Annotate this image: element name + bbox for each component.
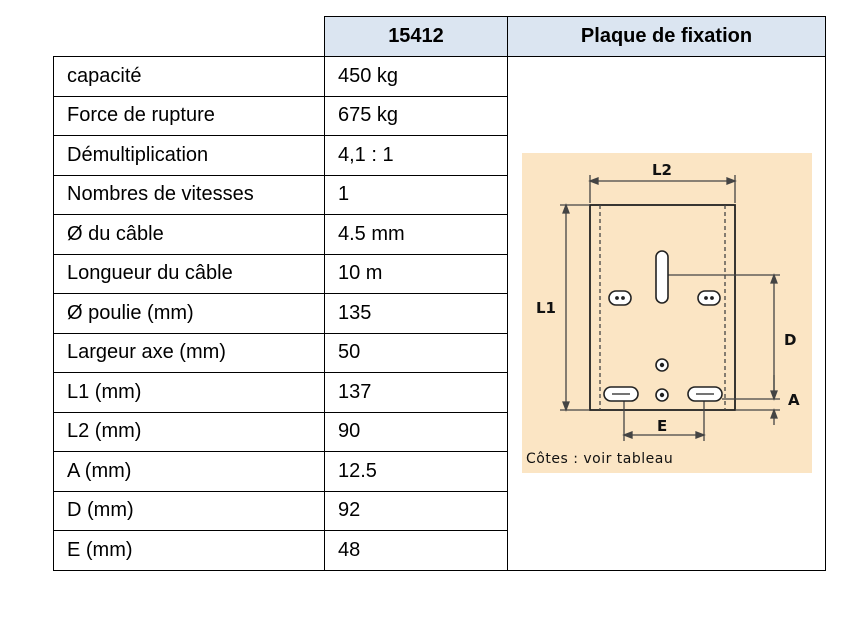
spec-value: 48 bbox=[325, 531, 508, 571]
header-plate: Plaque de fixation bbox=[508, 17, 826, 57]
empty-corner-cell bbox=[54, 17, 325, 57]
label-e: E bbox=[656, 417, 667, 436]
spec-label: Longueur du câble bbox=[54, 254, 325, 294]
spec-label: Force de rupture bbox=[54, 96, 325, 136]
spec-label: L1 (mm) bbox=[54, 373, 325, 413]
label-d: D bbox=[783, 331, 796, 350]
spec-label: E (mm) bbox=[54, 531, 325, 571]
central-slot bbox=[656, 251, 668, 303]
spec-value: 50 bbox=[325, 333, 508, 373]
spec-label: D (mm) bbox=[54, 491, 325, 531]
spec-value: 137 bbox=[325, 373, 508, 413]
spec-value: 1 bbox=[325, 175, 508, 215]
spec-table bbox=[53, 16, 826, 571]
spec-value: 4,1 : 1 bbox=[325, 136, 508, 176]
spec-label: Nombres de vitesses bbox=[54, 175, 325, 215]
upper-right-hole bbox=[698, 291, 720, 305]
spec-label: Démultiplication bbox=[54, 136, 325, 176]
header-model: 15412 bbox=[325, 17, 508, 57]
spec-value: 92 bbox=[325, 491, 508, 531]
header-row bbox=[54, 17, 826, 57]
spec-label: L2 (mm) bbox=[54, 412, 325, 452]
spec-label: Ø du câble bbox=[54, 215, 325, 255]
label-a: A bbox=[787, 391, 800, 410]
spec-label: A (mm) bbox=[54, 452, 325, 492]
mounting-plate-diagram bbox=[522, 153, 812, 473]
diagram-caption: Côtes : voir tableau bbox=[525, 451, 673, 468]
spec-value: 4.5 mm bbox=[325, 215, 508, 255]
upper-left-hole bbox=[609, 291, 631, 305]
spec-label: capacité bbox=[54, 57, 325, 97]
spec-value: 12.5 bbox=[325, 452, 508, 492]
spec-label: Ø poulie (mm) bbox=[54, 294, 325, 334]
spec-value: 675 kg bbox=[325, 96, 508, 136]
plate-diagram-cell bbox=[508, 57, 826, 571]
spec-label: Largeur axe (mm) bbox=[54, 333, 325, 373]
spec-value: 450 kg bbox=[325, 57, 508, 97]
table-row bbox=[54, 57, 826, 97]
label-l2: L2 bbox=[651, 161, 672, 180]
label-l1: L1 bbox=[535, 299, 556, 318]
spec-value: 135 bbox=[325, 294, 508, 334]
spec-value: 10 m bbox=[325, 254, 508, 294]
spec-value: 90 bbox=[325, 412, 508, 452]
